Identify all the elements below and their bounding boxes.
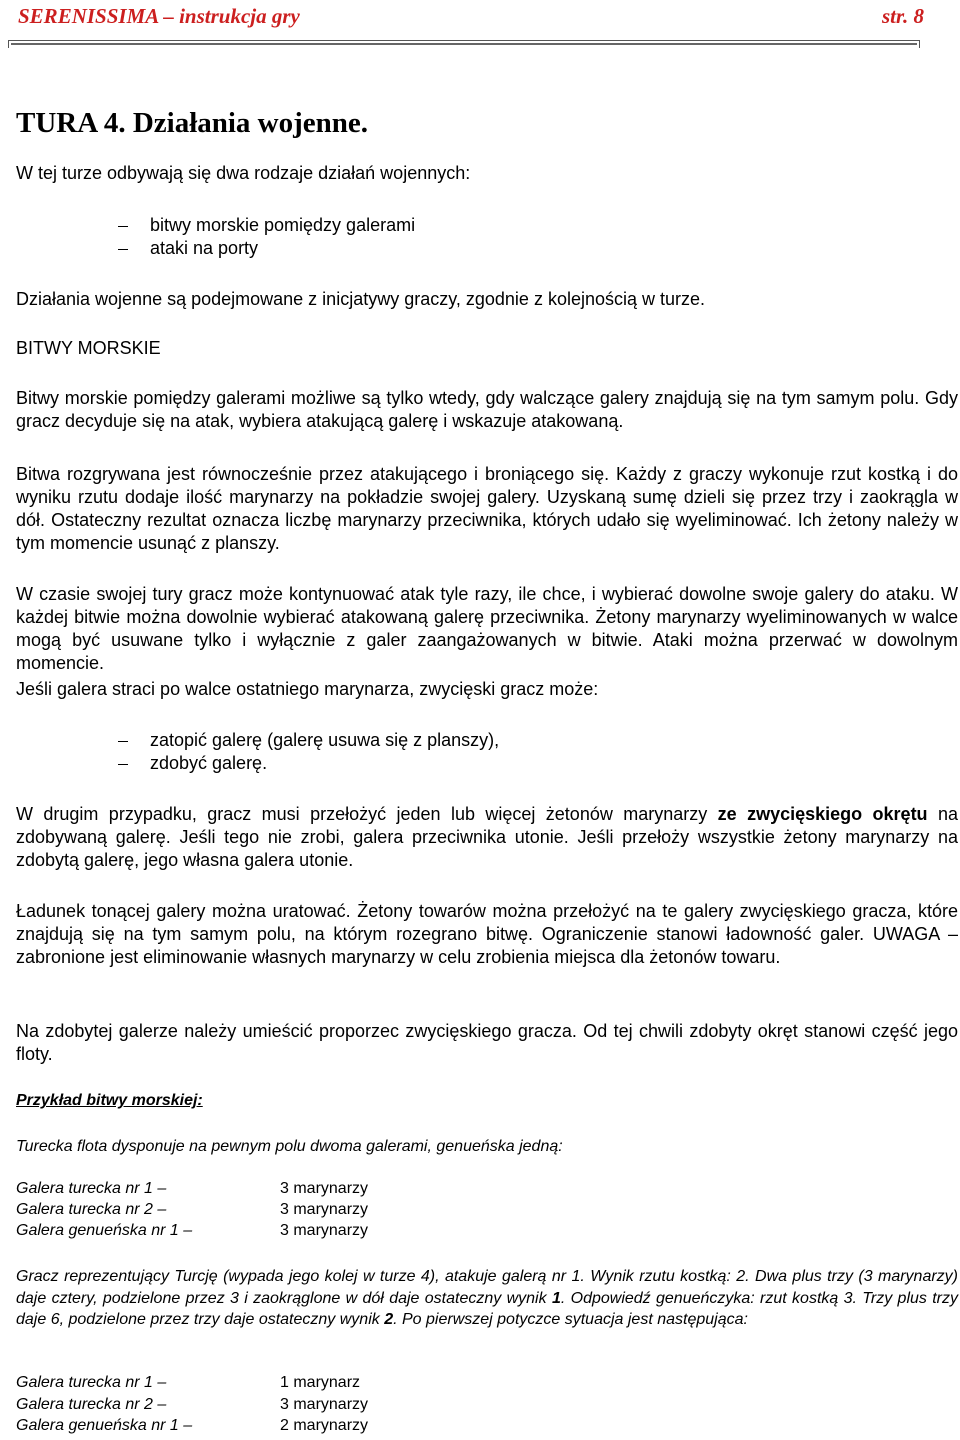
- header-page-number: str. 8: [881, 4, 924, 28]
- paragraph: Na zdobytej galerze należy umieścić proporzec zwycięskiego gracza. Od tej chwili zdobyty okręt stanowi część jego floty.: [16, 1021, 958, 1064]
- list-item: zdobyć galerę.: [150, 753, 268, 773]
- page-title: TURA 4. Działania wojenne.: [16, 107, 369, 139]
- table-row: Galera turecka nr 1 – 1 marynarz: [16, 1374, 361, 1391]
- section-heading: BITWY MORSKIE: [16, 338, 161, 358]
- paragraph: W drugim przypadku, gracz musi przełożyć jeden lub więcej żetonów marynarzy ze zwycięskiego okrętu na zdobywaną galerę. Jeśli tego nie zrobi, galera przeciwnika utonie. Jeśli przełoży wszystkie żetony marynarzy na zdobytą galerę, jego własna galera utonie.: [16, 804, 958, 870]
- example-intro: Turecka flota dysponuje na pewnym polu dwoma galerami, genueńska jedną:: [16, 1138, 563, 1155]
- paragraph: Bitwa rozgrywana jest równocześnie przez atakującego i broniącego się. Każdy z graczy wykonuje rzut kostką i do wyniku rzutu dodaje ilość marynarzy na pokładzie swojej galery. Uzyskaną sumę dzieli się przez trzy i zaokrągla w dół. Ostateczny rezultat oznacza liczbę marynarzy przeciwnika, których udało się wyeliminować. Ich żetony należy w tym momencie usunąć z planszy.: [16, 464, 958, 553]
- header-title: SERENISSIMA – instrukcja gry: [18, 4, 300, 28]
- paragraph: Ładunek tonącej galery można uratować. Żetony towarów można przełożyć na te galery zwycięskiego gracza, które znajdują się na tym samym polu, na którym rozegrano bitwę. Ograniczenie stanowi ładowność galer. UWAGA – zabronione jest eliminowanie własnych marynarzy w celu zrobienia miejsca dla żetonów towaru.: [16, 901, 958, 967]
- page-header: [18, 4, 924, 28]
- header-divider: [8, 40, 920, 48]
- intro-text: W tej turze odbywają się dwa rodzaje działań wojennych:: [16, 163, 471, 183]
- example-text: Gracz reprezentujący Turcję (wypada jego kolej w turze 4), atakuje galerą nr 1. Wynik rzutu kostką: 2. Dwa plus trzy (3 marynarzy) daje cztery, podzielone przez 3 i zaokrąglone w dół daje ostateczny wynik 1. Odpowiedź genueńczyka: rzut kostką 3. Trzy plus trzy daje 6, podzielone przez trzy daje ostateczny wynik 2. Po pierwszej potyczce sytuacja jest następująca:: [16, 1268, 958, 1328]
- table-row: Galera turecka nr 2 – 3 marynarzy: [16, 1201, 369, 1218]
- paragraph: Jeśli galera straci po walce ostatniego marynarza, zwycięski gracz może:: [16, 679, 599, 699]
- list-item: bitwy morskie pomiędzy galerami: [150, 215, 416, 235]
- paragraph: W czasie swojej tury gracz może kontynuować atak tyle razy, ile chce, i wybierać dowolne swoje galery do ataku. W każdej bitwie można dowolnie wybierać atakowaną galerę przeciwnika. Żetony marynarzy wyeliminowanych w walce mogą być usuwane tylko i wyłącznie z galer zaangażowanych w bitwie. Ataki można przerwać w dowolnym momencie.: [16, 584, 958, 673]
- table-row: Galera genueńska nr 1 – 3 marynarzy: [16, 1222, 369, 1239]
- table-row: Galera turecka nr 2 – 3 marynarzy: [16, 1396, 369, 1413]
- list-item: ataki na porty: [150, 238, 259, 258]
- table-row: Galera turecka nr 1 – 3 marynarzy: [16, 1180, 369, 1197]
- table-row: Galera genueńska nr 1 – 2 marynarzy: [16, 1417, 369, 1434]
- list-item: zatopić galerę (galerę usuwa się z planszy),: [150, 730, 500, 750]
- paragraph: Bitwy morskie pomiędzy galerami możliwe są tylko wtedy, gdy walczące galery znajdują się na tym samym polu. Gdy gracz decyduje się na atak, wybiera atakującą galerę i wskazuje atakowaną.: [16, 388, 958, 431]
- example-heading: Przykład bitwy morskiej:: [16, 1092, 203, 1109]
- initiative-text: Działania wojenne są podejmowane z inicjatywy graczy, zgodnie z kolejnością w turze.: [16, 289, 706, 309]
